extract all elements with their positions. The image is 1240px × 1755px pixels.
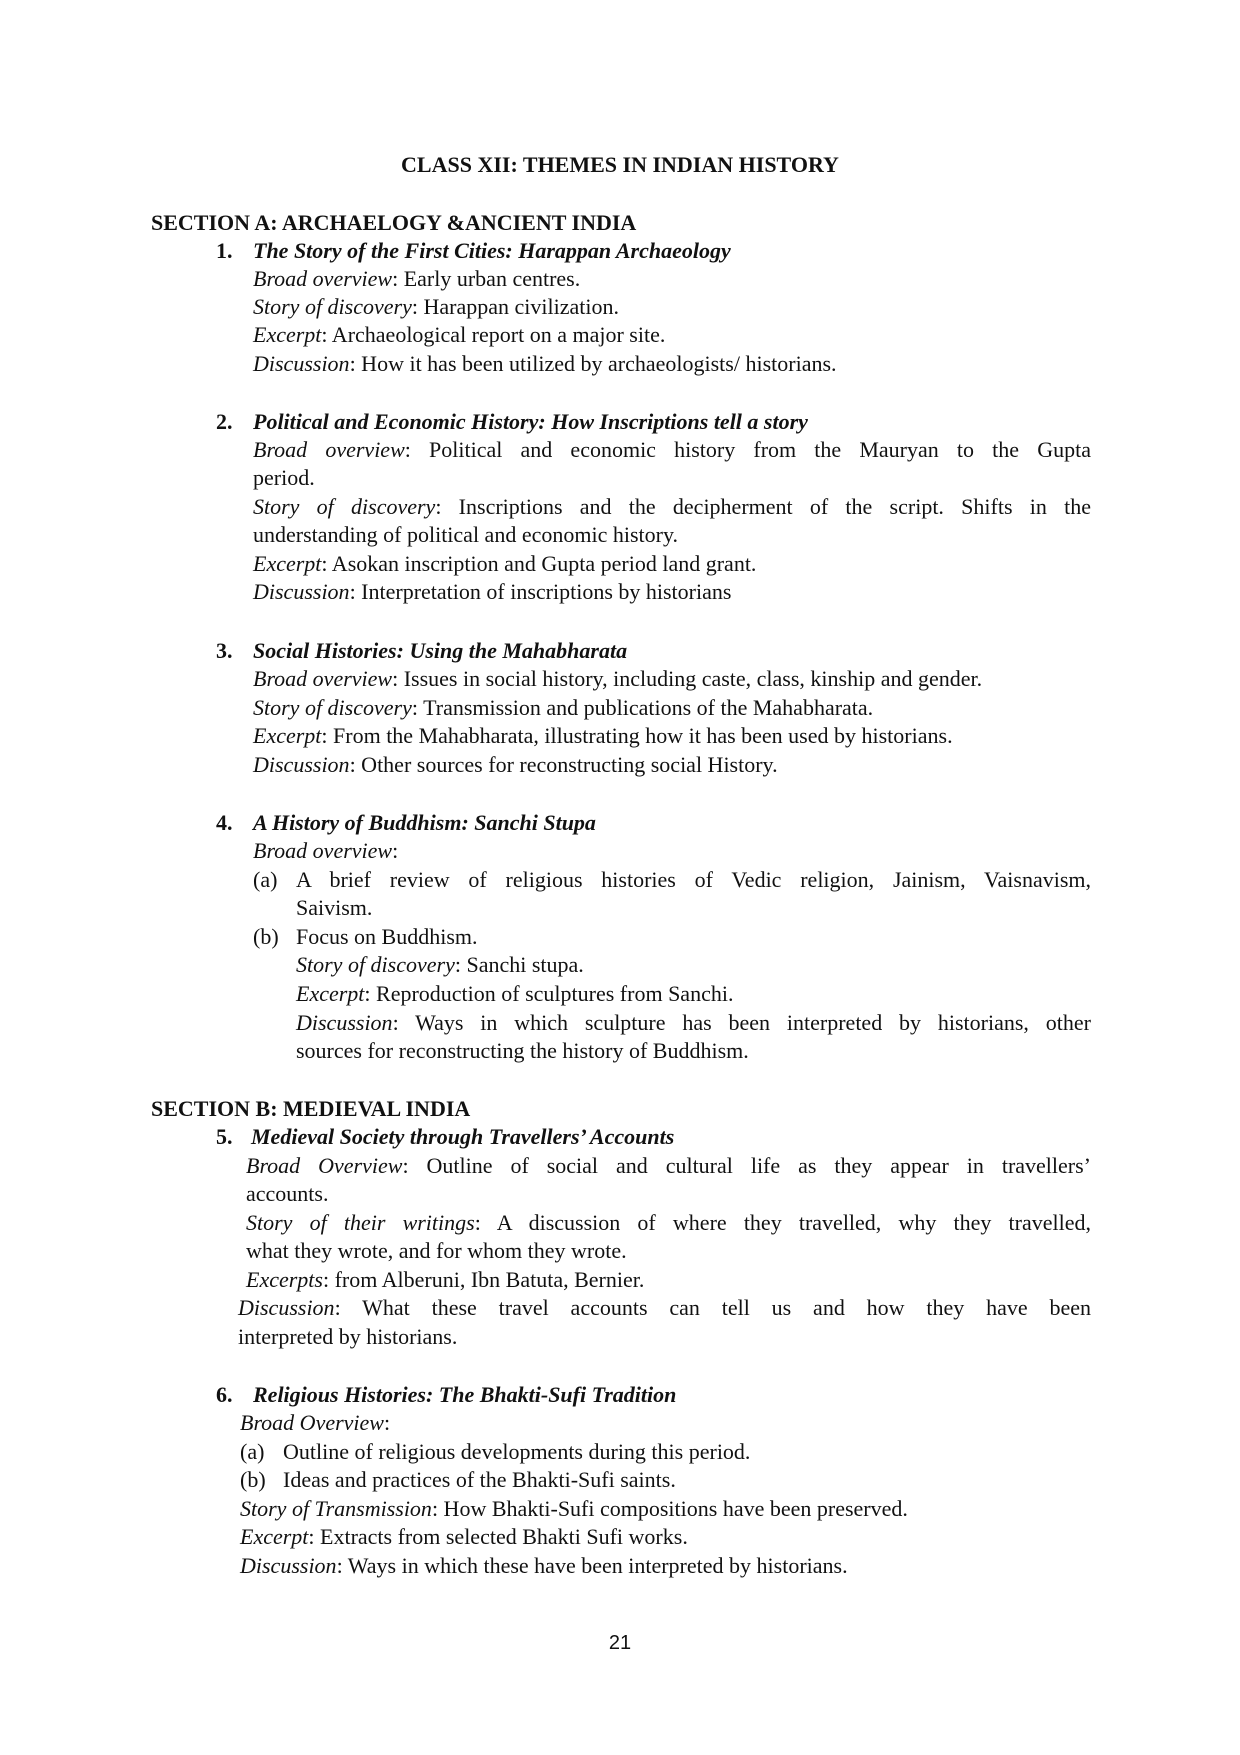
unit-5-line-2-cont: what they wrote, and for whom they wrote. bbox=[246, 1238, 627, 1263]
unit-4-text-1: : bbox=[392, 838, 399, 863]
unit-2-line-3 bbox=[253, 551, 756, 577]
unit-3-line-4 bbox=[253, 752, 778, 778]
unit-2-line-1 bbox=[253, 437, 1091, 463]
unit-2-line-2 bbox=[253, 494, 1091, 520]
unit-6-text-3: : Extracts from selected Bhakti Sufi works. bbox=[308, 1524, 688, 1549]
unit-4-sub-label-1: Story of discovery bbox=[296, 952, 455, 977]
unit-1-line-4 bbox=[253, 351, 837, 377]
unit-3-label-3: Excerpt bbox=[253, 723, 322, 748]
unit-5-text-1: : Outline of social and cultural life as they appear in travellers’ bbox=[402, 1153, 1092, 1178]
unit-5-label-3: Excerpts bbox=[246, 1267, 323, 1292]
unit-4-item-b: Focus on Buddhism. bbox=[296, 924, 478, 949]
unit-5-line-4 bbox=[238, 1295, 1091, 1321]
unit-5-text-3: : from Alberuni, Ibn Batuta, Bernier. bbox=[322, 1267, 645, 1292]
unit-3-text-1: : Issues in social history, including caste, class, kinship and gender. bbox=[392, 666, 983, 691]
unit-2-label-4: Discussion bbox=[253, 579, 350, 604]
unit-6-title: Religious Histories: The Bhakti-Sufi Tradition bbox=[253, 1382, 677, 1407]
unit-5-text-2: : A discussion of where they travelled, why they travelled, bbox=[474, 1210, 1091, 1235]
unit-1-label-2: Story of discovery bbox=[253, 294, 412, 319]
section-a-heading: SECTION A: ARCHAELOGY &ANCIENT INDIA bbox=[151, 210, 637, 235]
unit-1-line-1 bbox=[253, 266, 580, 292]
unit-1-title: The Story of the First Cities: Harappan Archaeology bbox=[253, 238, 731, 263]
unit-3-number: 3. bbox=[216, 638, 233, 663]
unit-4-item-a: A brief review of religious histories of Vedic religion, Jainism, Vaisnavism, bbox=[296, 867, 1091, 892]
unit-6-text-4: : Ways in which these have been interpreted by historians. bbox=[336, 1553, 848, 1578]
unit-5-line-3 bbox=[246, 1267, 644, 1293]
unit-5-line-4-cont: interpreted by historians. bbox=[238, 1324, 458, 1349]
unit-4-sub-text-1: : Sanchi stupa. bbox=[454, 952, 584, 977]
unit-5-title: Medieval Society through Travellers’ Accounts bbox=[251, 1124, 675, 1149]
unit-6-marker-a: (a) bbox=[240, 1439, 265, 1464]
unit-6-line-3 bbox=[240, 1524, 688, 1550]
unit-3-line-3 bbox=[253, 723, 953, 749]
unit-5-line-1-cont: accounts. bbox=[246, 1181, 329, 1206]
unit-2-label-1: Broad overview bbox=[253, 437, 405, 462]
unit-3-text-3: : From the Mahabharata, illustrating how it has been used by historians. bbox=[321, 723, 953, 748]
unit-3-line-1 bbox=[253, 666, 982, 692]
unit-4-sub-label-3: Discussion bbox=[296, 1010, 393, 1035]
unit-1-line-2 bbox=[253, 294, 619, 320]
unit-3-text-2: : Transmission and publications of the Mahabharata. bbox=[411, 695, 874, 720]
unit-4-sub-1 bbox=[296, 952, 584, 978]
unit-4-sub-text-3: : Ways in which sculpture has been interpreted by historians, other bbox=[392, 1010, 1091, 1035]
unit-5-number: 5. bbox=[216, 1124, 233, 1149]
unit-5-label-2: Story of their writings bbox=[246, 1210, 475, 1235]
unit-2-line-4 bbox=[253, 579, 731, 605]
unit-2-text-3: : Asokan inscription and Gupta period land grant. bbox=[321, 551, 757, 576]
unit-4-sub-2 bbox=[296, 981, 733, 1007]
unit-4-title: A History of Buddhism: Sanchi Stupa bbox=[253, 810, 596, 835]
unit-6-label-2: Story of Transmission bbox=[240, 1496, 432, 1521]
unit-1-label-4: Discussion bbox=[253, 351, 350, 376]
unit-5-line-2 bbox=[246, 1210, 1091, 1236]
unit-5-line-1 bbox=[246, 1153, 1091, 1179]
unit-2-text-2: : Inscriptions and the decipherment of the script. Shifts in the bbox=[435, 494, 1091, 519]
unit-5-text-4: : What these travel accounts can tell us and how they have been bbox=[334, 1295, 1091, 1320]
unit-6-line-2 bbox=[240, 1496, 908, 1522]
unit-6-line-1 bbox=[240, 1410, 390, 1436]
unit-6-number: 6. bbox=[216, 1382, 233, 1407]
unit-3-label-2: Story of discovery bbox=[253, 695, 412, 720]
unit-1-text-1: : Early urban centres. bbox=[392, 266, 581, 291]
unit-6-text-2: : How Bhakti-Sufi compositions have been preserved. bbox=[431, 1496, 908, 1521]
unit-4-sub-3-cont: sources for reconstructing the history of Buddhism. bbox=[296, 1038, 749, 1063]
unit-1-number: 1. bbox=[216, 238, 233, 263]
unit-4-label-1: Broad overview bbox=[253, 838, 393, 863]
section-b-heading: SECTION B: MEDIEVAL INDIA bbox=[151, 1096, 471, 1121]
unit-1-label-1: Broad overview bbox=[253, 266, 393, 291]
unit-1-text-3: : Archaeological report on a major site. bbox=[321, 322, 666, 347]
unit-4-sub-label-2: Excerpt bbox=[296, 981, 365, 1006]
unit-1-line-3 bbox=[253, 322, 665, 348]
unit-3-label-1: Broad overview bbox=[253, 666, 393, 691]
unit-6-item-a: Outline of religious developments during this period. bbox=[283, 1439, 751, 1464]
unit-3-label-4: Discussion bbox=[253, 752, 350, 777]
unit-4-sub-3 bbox=[296, 1010, 1091, 1036]
unit-6-label-3: Excerpt bbox=[240, 1524, 309, 1549]
unit-4-number: 4. bbox=[216, 810, 233, 835]
unit-4-marker-a: (a) bbox=[253, 867, 278, 892]
page-title: CLASS XII: THEMES IN INDIAN HISTORY bbox=[401, 152, 839, 177]
unit-4-marker-b: (b) bbox=[253, 924, 279, 949]
unit-6-label-1: Broad Overview bbox=[240, 1410, 384, 1435]
unit-2-text-4: : Interpretation of inscriptions by historians bbox=[349, 579, 732, 604]
unit-2-number: 2. bbox=[216, 409, 233, 434]
unit-2-line-2-cont: understanding of political and economic history. bbox=[253, 522, 679, 547]
unit-5-label-1: Broad Overview bbox=[246, 1153, 403, 1178]
unit-2-title: Political and Economic History: How Inscriptions tell a story bbox=[253, 409, 808, 434]
unit-2-text-1: : Political and economic history from the Mauryan to the Gupta bbox=[404, 437, 1091, 462]
unit-5-label-4: Discussion bbox=[238, 1295, 335, 1320]
unit-3-title: Social Histories: Using the Mahabharata bbox=[253, 638, 628, 663]
unit-4-item-a-cont: Saivism. bbox=[296, 895, 373, 920]
unit-1-text-4: : How it has been utilized by archaeologists/ historians. bbox=[349, 351, 837, 376]
unit-2-label-3: Excerpt bbox=[253, 551, 322, 576]
unit-6-marker-b: (b) bbox=[240, 1467, 266, 1492]
unit-2-line-1-cont: period. bbox=[253, 465, 315, 490]
unit-1-text-2: : Harappan civilization. bbox=[411, 294, 619, 319]
unit-1-label-3: Excerpt bbox=[253, 322, 322, 347]
unit-6-label-4: Discussion bbox=[240, 1553, 337, 1578]
unit-3-text-4: : Other sources for reconstructing social History. bbox=[349, 752, 778, 777]
unit-6-text-1: : bbox=[383, 1410, 391, 1435]
unit-6-item-b: Ideas and practices of the Bhakti-Sufi saints. bbox=[283, 1467, 676, 1492]
unit-6-line-4 bbox=[240, 1553, 848, 1579]
unit-2-label-2: Story of discovery bbox=[253, 494, 436, 519]
unit-4-sub-text-2: : Reproduction of sculptures from Sanchi. bbox=[364, 981, 734, 1006]
page-number: 21 bbox=[608, 1632, 632, 1654]
unit-4-line-1 bbox=[253, 838, 398, 864]
unit-3-line-2 bbox=[253, 695, 873, 721]
